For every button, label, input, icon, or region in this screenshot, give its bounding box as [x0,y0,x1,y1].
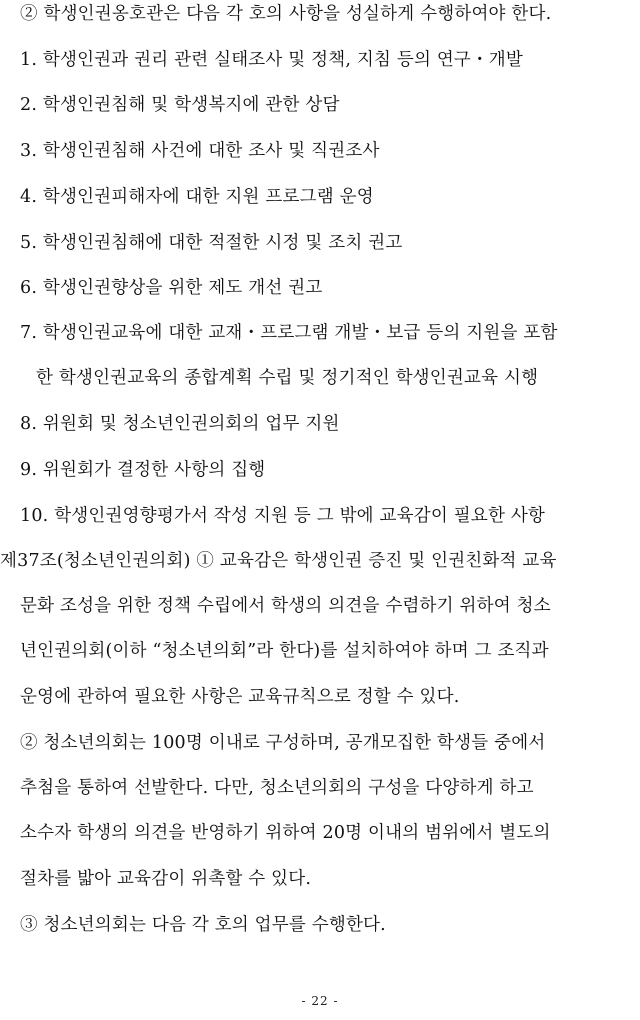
paragraph-line: 10. 학생인권영향평가서 작성 지원 등 그 밖에 교육감이 필요한 사항 [20,506,546,526]
paragraph-line: 3. 학생인권침해 사건에 대한 조사 및 직권조사 [20,141,380,161]
paragraph-line: 6. 학생인권향상을 위한 제도 개선 권고 [20,278,323,298]
paragraph-line: 5. 학생인권침해에 대한 적절한 시정 및 조치 권고 [20,233,403,253]
page-number: - 22 - [301,994,339,1008]
paragraph-line: 운영에 관하여 필요한 사항은 교육규칙으로 정할 수 있다. [20,687,460,707]
paragraph-line: 2. 학생인권침해 및 학생복지에 관한 상담 [20,95,340,115]
paragraph-line: ② 학생인권옹호관은 다음 각 호의 사항을 성실하게 수행하여야 한다. [20,4,552,24]
paragraph-line: ② 청소년의회는 100명 이내로 구성하며, 공개모집한 학생들 중에서 [20,733,546,753]
paragraph-line: 8. 위원회 및 청소년인권의회의 업무 지원 [20,414,340,434]
paragraph-line: 한 학생인권교육의 종합계획 수립 및 정기적인 학생인권교육 시행 [36,368,539,388]
paragraph-line: 9. 위원회가 결정한 사항의 집행 [20,460,266,480]
paragraph-line: 소수자 학생의 의견을 반영하기 위하여 20명 이내의 범위에서 별도의 [20,823,551,843]
paragraph-line: ③ 청소년의회는 다음 각 호의 업무를 수행한다. [20,915,386,935]
paragraph-line: 4. 학생인권피해자에 대한 지원 프로그램 운영 [20,187,374,207]
article-heading-line: 제37조(청소년인권의회) ① 교육감은 학생인권 증진 및 인권친화적 교육 [0,551,557,571]
paragraph-line: 1. 학생인권과 권리 관련 실태조사 및 정책, 지침 등의 연구・개발 [20,50,523,70]
paragraph-line: 추첨을 통하여 선발한다. 다만, 청소년의회의 구성을 다양하게 하고 [20,778,534,798]
paragraph-line: 7. 학생인권교육에 대한 교재・프로그램 개발・보급 등의 지원을 포함 [20,323,558,343]
paragraph-line: 년인권의회(이하 “청소년의회”라 한다)를 설치하여야 하며 그 조직과 [20,641,549,661]
paragraph-line: 절차를 밟아 교육감이 위촉할 수 있다. [20,869,312,889]
paragraph-line: 문화 조성을 위한 정책 수립에서 학생의 의견을 수렴하기 위하여 청소 [20,596,551,616]
